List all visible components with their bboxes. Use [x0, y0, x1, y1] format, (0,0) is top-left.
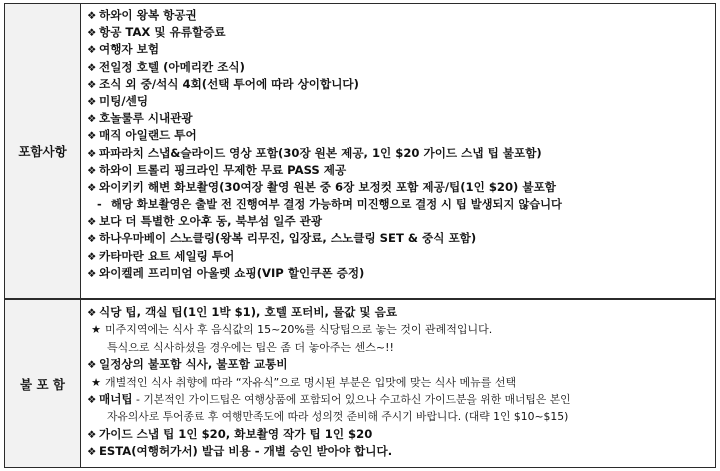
list-item: ❖ 가이드 스냅 팁 1인 $20, 화보촬영 작가 팁 1인 $20 [87, 426, 711, 443]
diamond-bullet-icon: ❖ [87, 164, 97, 177]
star-icon: ★ [91, 323, 101, 337]
excluded-list [87, 304, 711, 461]
diamond-bullet-icon: ❖ [87, 428, 97, 441]
diamond-bullet-icon: ❖ [87, 44, 97, 57]
diamond-bullet-icon: ❖ [87, 130, 97, 143]
list-item: ❖ ESTA(여행허가서) 발급 비용 - 개별 승인 받아야 합니다. [87, 443, 711, 460]
list-item: ❖ 카타마란 요트 세일링 투어 [87, 248, 711, 265]
diamond-bullet-icon: ❖ [87, 307, 97, 319]
diamond-bullet-icon: ❖ [87, 78, 97, 91]
list-item: ❖ 일정상의 불포함 식사, 불포함 교통비 [87, 356, 711, 373]
note-line: ★ 개별적인 식사 취향에 따라 “자유식”으로 명시된 부분은 입맛에 맞는 식사 메뉴를 선택 [87, 374, 711, 391]
diamond-bullet-icon: ❖ [87, 446, 97, 459]
list-item: ❖ 미팅/센딩 [87, 93, 711, 110]
diamond-bullet-icon: ❖ [87, 27, 97, 40]
list-item: ❖ 매너팁 - 기본적인 가이드팁은 여행상품에 포함되어 있으나 수고하신 가이드분을 위한 매너팁은 본인 [87, 391, 711, 408]
list-item: ❖ 식당 팁, 객실 팁(1인 1박 $1), 호텔 포터비, 물값 및 음료 [87, 304, 711, 321]
diamond-bullet-icon: ❖ [87, 250, 97, 263]
dash-marker: - [97, 198, 102, 212]
diamond-bullet-icon: ❖ [87, 359, 97, 372]
excluded-label: 불 포 함 [5, 300, 81, 467]
list-item: ❖ 조식 외 중/석식 4회(선택 투어에 따라 상이합니다) [87, 76, 711, 93]
inclusions-table [4, 3, 716, 468]
list-item: ❖ 하와이 트롤리 핑크라인 무제한 무료 PASS 제공 [87, 162, 711, 179]
note-line: ★ 미주지역에는 식사 후 음식값의 15~20%를 식당팁으로 놓는 것이 관례적입니다. [87, 321, 711, 338]
diamond-bullet-icon: ❖ [87, 113, 97, 126]
list-item-note: - 해당 화보촬영은 출발 전 진행여부 결정 가능하며 미진행으로 결정 시 팁 발생되지 않습니다 [87, 196, 711, 213]
diamond-bullet-icon: ❖ [87, 393, 97, 406]
diamond-bullet-icon: ❖ [87, 216, 97, 229]
note-line: 자유의사로 투어종료 후 여행만족도에 따라 성의껏 준비해 주시기 바랍니다. (대략 1인 $10~$15) [107, 410, 569, 424]
diamond-bullet-icon: ❖ [87, 10, 97, 22]
list-item: ❖ 하나우마베이 스노클링(왕복 리무진, 입장료, 스노클링 SET & 중식 포함) [87, 230, 711, 247]
list-item: ❖ 하와이 왕복 항공권 [87, 7, 711, 24]
diamond-bullet-icon: ❖ [87, 95, 97, 108]
star-icon: ★ [91, 375, 101, 389]
excluded-row [5, 300, 715, 467]
diamond-bullet-icon: ❖ [87, 61, 97, 74]
diamond-bullet-icon: ❖ [87, 233, 97, 246]
list-item: ❖ 매직 아일랜드 투어 [87, 127, 711, 144]
list-item: ❖ 보다 더 특별한 오아후 동, 북부섬 일주 관광 [87, 213, 711, 230]
included-row [5, 4, 715, 298]
note-line: 특식으로 식사하셨을 경우에는 팁은 좀 더 놓아주는 센스~!! [107, 340, 394, 354]
included-list [87, 7, 711, 282]
included-label: 포함사항 [5, 4, 81, 298]
diamond-bullet-icon: ❖ [87, 147, 97, 160]
diamond-bullet-icon: ❖ [87, 181, 97, 194]
list-item: ❖ 와이키키 해변 화보촬영(30여장 촬영 원본 중 6장 보정컷 포함 제공/팁(1인 $20) 불포함 [87, 179, 711, 196]
list-item: ❖ 와이켈레 프리미엄 아울렛 쇼핑(VIP 할인쿠폰 증정) [87, 265, 711, 282]
list-item: ❖ 항공 TAX 및 유류할증료 [87, 24, 711, 41]
list-item: ❖ 전일정 호텔 (아메리칸 조식) [87, 59, 711, 76]
list-item: ❖ 호놀룰루 시내관광 [87, 110, 711, 127]
diamond-bullet-icon: ❖ [87, 267, 97, 280]
list-item: ❖ 파파라치 스냅&슬라이드 영상 포함(30장 원본 제공, 1인 $20 가이드 스냅 팁 불포함) [87, 145, 711, 162]
list-item: ❖ 여행자 보험 [87, 41, 711, 58]
